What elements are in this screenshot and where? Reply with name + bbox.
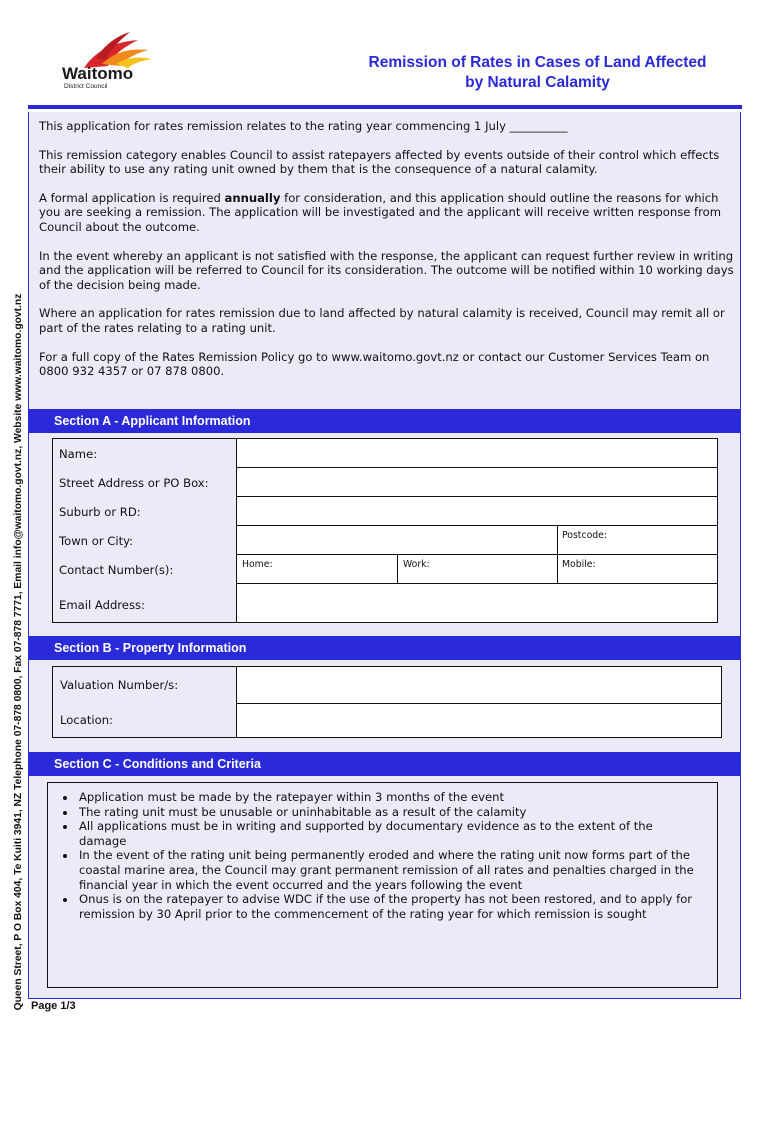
council-contact-details: Queen Street, P O Box 404, Te Kuiti 3941, NZ Telephone 07-878 0800, Fax 07-878 7771, Email info@waitomo.govt.nz, Website www.waitomo.govt.nz xyxy=(13,293,24,1011)
page-number: Page 1/3 xyxy=(31,1000,76,1012)
title-line-1: Remission of Rates in Cases of Land Affected xyxy=(368,54,707,71)
field-divider xyxy=(236,666,237,738)
section-a-header: Section A - Applicant Information xyxy=(28,409,741,433)
town-input[interactable] xyxy=(237,526,557,554)
section-c-header: Section C - Conditions and Criteria xyxy=(28,752,741,776)
logo-text: Waitomo xyxy=(62,64,134,83)
contact-number-label: Contact Number(s): xyxy=(59,563,174,577)
section-b-header: Section B - Property Information xyxy=(28,636,741,660)
intro-paragraph-contact: For a full copy of the Rates Remission Policy go to www.waitomo.govt.nz or contact our Customer Services Team on 0800 932 4357 or 07 878 0800. xyxy=(39,349,710,379)
name-input[interactable] xyxy=(237,439,717,467)
cell-divider xyxy=(557,525,558,583)
valuation-number-input[interactable] xyxy=(237,667,721,703)
suburb-label: Suburb or RD: xyxy=(59,505,141,519)
row-line xyxy=(236,496,718,497)
criteria-item: • All applications must be in writing and supported by documentary evidence as to the extent of the damage xyxy=(77,819,697,848)
criteria-item: • Application must be made by the ratepayer within 3 months of the event xyxy=(77,790,697,805)
row-line xyxy=(236,703,722,704)
location-input[interactable] xyxy=(237,704,721,737)
waitomo-logo xyxy=(56,28,166,98)
row-line xyxy=(236,525,718,526)
intro-paragraph-remit: Where an application for rates remission due to land affected by natural calamity is received, Council may remit all or part of the rates relating to a rating unit. xyxy=(39,306,725,335)
title-line-2: by Natural Calamity xyxy=(465,74,610,91)
field-divider xyxy=(236,438,237,623)
document-title xyxy=(330,53,745,93)
email-label: Email Address: xyxy=(59,598,145,612)
mobile-label: Mobile: xyxy=(562,559,596,570)
row-line xyxy=(236,583,718,584)
row-line xyxy=(236,554,718,555)
cell-divider xyxy=(397,554,398,583)
criteria-item: • In the event of the rating unit being permanently eroded and where the rating unit now forms part of the coastal marine area, the Council may grant permanent remission of all rates and penalties charged in the financial year in which the event occurred and the years following the event xyxy=(77,848,697,892)
street-address-input[interactable] xyxy=(237,468,717,496)
header-rule xyxy=(28,105,742,109)
town-label: Town or City: xyxy=(59,534,134,548)
valuation-number-label: Valuation Number/s: xyxy=(60,678,179,692)
rating-year-statement: This application for rates remission relates to the rating year commencing 1 July __________ xyxy=(39,119,568,133)
street-address-label: Street Address or PO Box: xyxy=(59,476,209,490)
intro-text xyxy=(39,119,737,393)
name-label: Name: xyxy=(59,447,98,461)
criteria-list xyxy=(57,790,697,921)
home-label: Home: xyxy=(242,559,273,570)
intro-paragraph-application: A formal application is required annually for consideration, and this application should outline the reasons for which you are seeking a remission. The application will be investigated and the applicant will receive written response from Council about the outcome. xyxy=(39,190,722,234)
email-input[interactable] xyxy=(237,584,717,622)
intro-paragraph-review: In the event whereby an applicant is not satisfied with the response, the applicant can request further review in writing and the application will be referred to Council for its consideration. The outcome will be notified within 10 working days of the decision being made. xyxy=(39,248,734,292)
logo-subtext: District Council xyxy=(64,83,108,90)
suburb-input[interactable] xyxy=(237,497,717,525)
intro-paragraph-purpose: This remission category enables Council to assist ratepayers affected by events outside of their control which effects their ability to use any rating unit owned by them that is the consequence of a natural calamity. xyxy=(39,147,720,177)
postcode-label: Postcode: xyxy=(562,530,608,541)
criteria-item: • Onus is on the ratepayer to advise WDC if the use of the property has not been restored, and to apply for remission by 30 April prior to the commencement of the rating year for which remission is sought xyxy=(77,892,697,921)
location-label: Location: xyxy=(60,713,113,727)
criteria-item: • The rating unit must be unusable or uninhabitable as a result of the calamity xyxy=(77,805,697,820)
row-line xyxy=(236,467,718,468)
work-label: Work: xyxy=(403,559,430,570)
